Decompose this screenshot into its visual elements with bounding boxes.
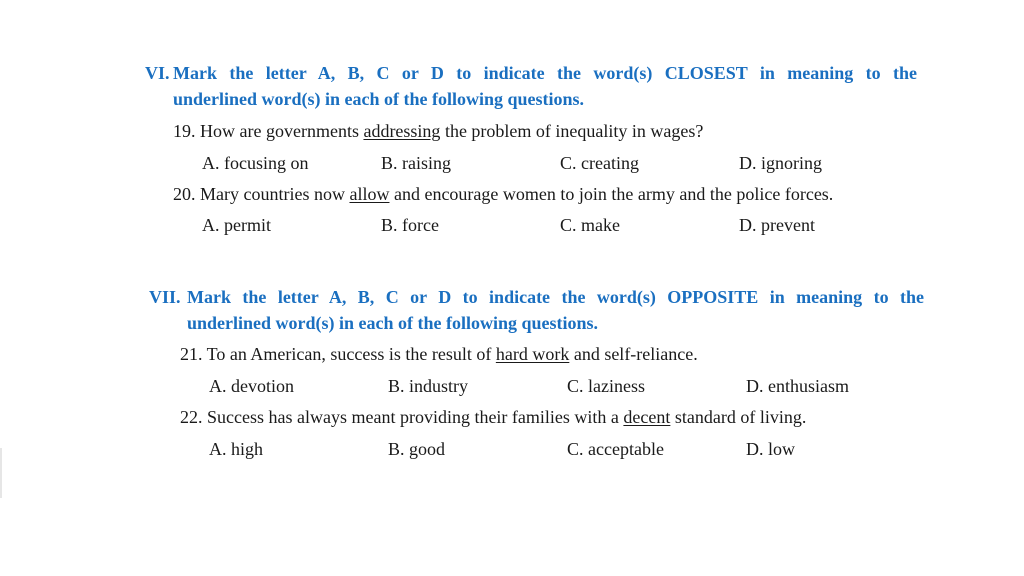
question-20-option-b[interactable]: B. force	[381, 215, 439, 235]
question-19-option-d[interactable]: D. ignoring	[739, 153, 822, 173]
question-22-option-b[interactable]: B. good	[388, 439, 446, 459]
question-22-text-after: standard of living.	[670, 407, 807, 427]
section-vi-instruction-line2: underlined word(s) in each of the following questions.	[173, 89, 585, 109]
left-edge-line	[0, 448, 2, 498]
question-22	[180, 406, 806, 428]
section-vi-instruction-line1: Mark the letter A, B, C or D to indicate the word(s) CLOSEST in meaning to the	[173, 63, 917, 83]
section-vii	[149, 284, 924, 336]
question-22-underlined-word: decent	[623, 407, 671, 427]
question-20	[173, 183, 833, 205]
question-19	[173, 120, 703, 142]
question-21-option-c[interactable]: C. laziness	[567, 376, 645, 396]
question-22-option-d[interactable]: D. low	[746, 439, 795, 459]
question-22-text-before: 22. Success has always meant providing their families with a	[180, 407, 624, 427]
question-21-text-before: 21. To an American, success is the result of	[180, 344, 496, 364]
question-21-text-after: and self-reliance.	[569, 344, 698, 364]
question-20-option-c[interactable]: C. make	[560, 215, 620, 235]
question-21-option-a[interactable]: A. devotion	[209, 376, 294, 396]
section-vi-number: VI.	[145, 63, 170, 83]
section-vii-instruction-line2: underlined word(s) in each of the following questions.	[187, 313, 599, 333]
question-20-option-a[interactable]: A. permit	[202, 215, 271, 235]
question-19-text-before: 19. How are governments	[173, 121, 364, 141]
section-vi-heading	[145, 60, 917, 112]
question-21-underlined-word: hard work	[495, 344, 570, 364]
question-20-text-before: 20. Mary countries now	[173, 184, 350, 204]
section-vii-instruction-line1: Mark the letter A, B, C or D to indicate the word(s) OPPOSITE in meaning to the	[187, 287, 924, 307]
section-vii-heading	[149, 284, 924, 336]
question-19-underlined-word: addressing	[363, 121, 441, 141]
question-21-option-b[interactable]: B. industry	[388, 376, 469, 396]
question-20-text-after: and encourage women to join the army and the police forces.	[389, 184, 834, 204]
question-20-underlined-word: allow	[349, 184, 390, 204]
section-vii-number: VII.	[149, 287, 181, 307]
question-19-text-after: the problem of inequality in wages?	[440, 121, 704, 141]
question-19-option-b[interactable]: B. raising	[381, 153, 451, 173]
question-22-option-a[interactable]: A. high	[209, 439, 263, 459]
question-22-option-c[interactable]: C. acceptable	[567, 439, 664, 459]
question-21-option-d[interactable]: D. enthusiasm	[746, 376, 849, 396]
question-19-option-a[interactable]: A. focusing on	[202, 153, 309, 173]
section-vi	[145, 60, 917, 112]
question-19-option-c[interactable]: C. creating	[560, 153, 639, 173]
question-21	[180, 343, 698, 365]
question-20-option-d[interactable]: D. prevent	[739, 215, 815, 235]
